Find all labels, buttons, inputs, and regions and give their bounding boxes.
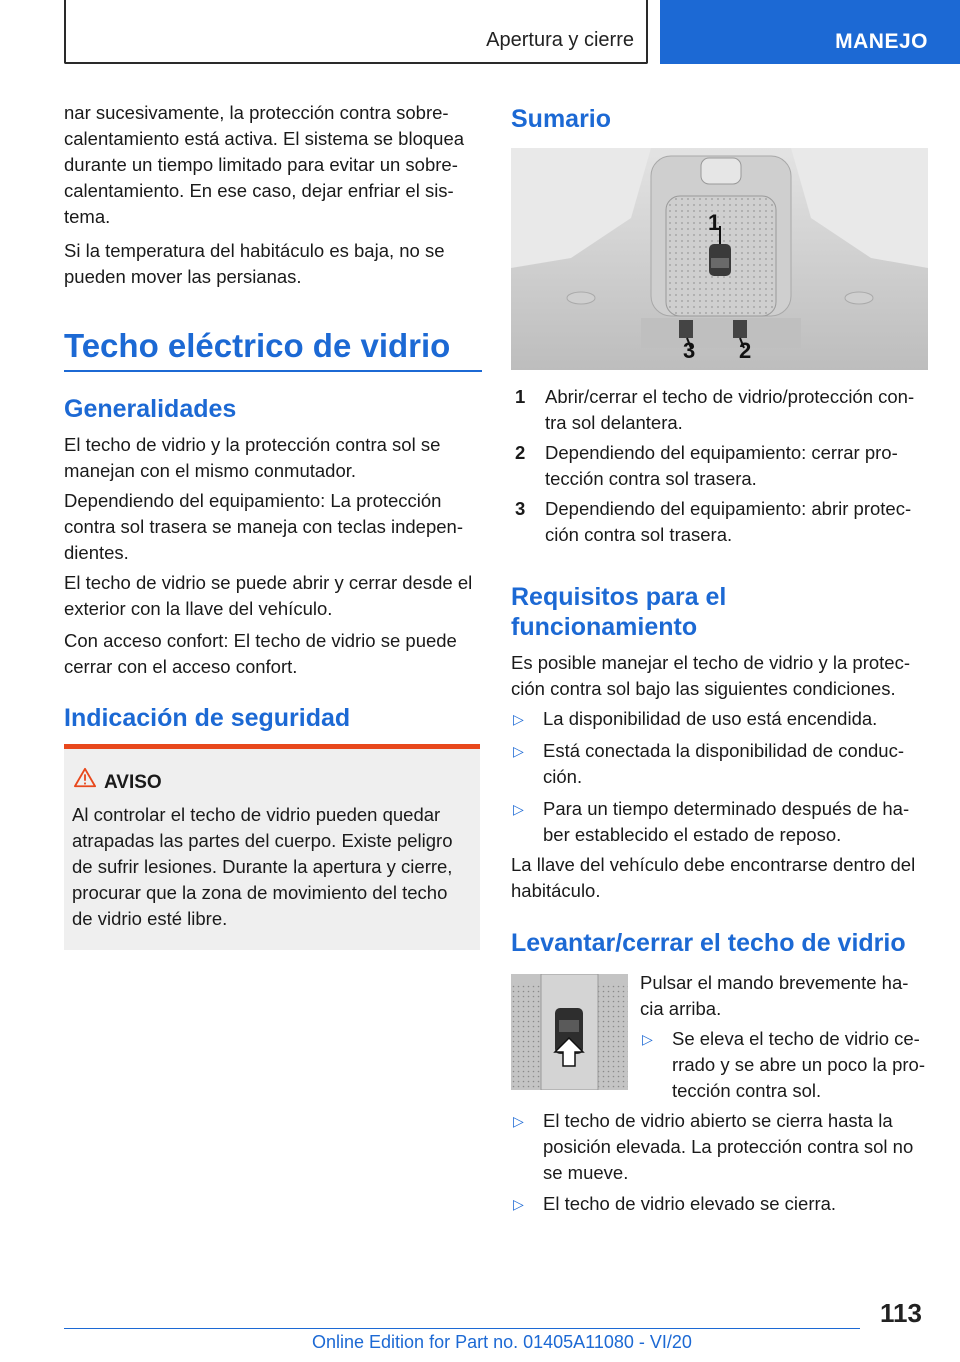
- list-item: [511, 496, 929, 548]
- item-text: Abrir/cerrar el techo de vidrio/protección con-tra sol delantera.: [545, 386, 915, 433]
- list-item: [511, 796, 929, 848]
- page-number: 113: [880, 1298, 922, 1328]
- item-number: 2: [515, 442, 526, 463]
- section-title: Techo eléctrico de vidrio: [64, 327, 451, 364]
- warning-box: [64, 744, 480, 950]
- heading-safety: Indicación de seguridad: [64, 704, 351, 732]
- list-item: [640, 1026, 930, 1104]
- section-title-rule: [64, 370, 482, 372]
- footer-rule: [64, 1328, 860, 1329]
- heading-generalidades: Generalidades: [64, 395, 237, 423]
- requirements-intro: Es posible manejar el techo de vidrio y la protec-ción contra sol bajo las siguientes condiciones.: [511, 652, 910, 699]
- bullet-text: La disponibilidad de uso está encendida.: [543, 708, 878, 729]
- list-item: [511, 384, 929, 436]
- triangle-bullet-icon: ▷: [513, 801, 524, 817]
- triangle-bullet-icon: ▷: [513, 1196, 524, 1212]
- triangle-bullet-icon: ▷: [513, 1113, 524, 1129]
- footer-edition: Online Edition for Part no. 01405A11080 - VI/20: [312, 1332, 692, 1352]
- triangle-bullet-icon: ▷: [513, 743, 524, 759]
- bullet-text: Está conectada la disponibilidad de conduc-ción.: [543, 740, 904, 787]
- list-item: [511, 1108, 929, 1186]
- intro-paragraph-1: nar sucesivamente, la protección contra sobre-calentamiento está activa. El sistema se bloquea durante un tiempo limitado para evitar un sobre-calentamiento. En ese caso, dejar enfriar el sis-tema.: [64, 102, 465, 227]
- roof-switch-illustration: [511, 974, 628, 1090]
- list-item: [511, 738, 929, 790]
- bullet-text: El techo de vidrio abierto se cierra hasta la posición elevada. La protección contra sol no se mueve.: [543, 1110, 914, 1183]
- image-label-2: 2: [739, 338, 752, 363]
- heading-requisitos: Requisitos para el funcionamiento: [511, 583, 727, 641]
- overhead-console-image: [511, 148, 928, 370]
- intro-paragraph-2: Si la temperatura del habitáculo es baja, no se pueden mover las persianas.: [64, 240, 445, 287]
- image-label-1: 1: [708, 210, 721, 235]
- image-label-3: 3: [683, 338, 696, 363]
- triangle-bullet-icon: ▷: [642, 1031, 653, 1047]
- header-section-title: Apertura y cierre: [486, 29, 634, 51]
- list-item: [511, 1191, 929, 1217]
- warning-triangle-icon: [74, 767, 96, 789]
- item-number: 1: [515, 386, 526, 407]
- list-item: [511, 440, 929, 492]
- list-item: [511, 706, 929, 732]
- triangle-bullet-icon: ▷: [513, 711, 524, 727]
- warning-title: AVISO: [104, 772, 162, 793]
- warning-bar: [64, 744, 480, 749]
- item-text: Dependiendo del equipamiento: abrir protec-ción contra sol trasera.: [545, 498, 912, 545]
- general-paragraph-4: Con acceso confort: El techo de vidrio se puede cerrar con el acceso confort.: [64, 630, 457, 677]
- bullet-text: Se eleva el techo de vidrio ce-rrado y se abre un poco la pro-tección contra sol.: [672, 1028, 925, 1101]
- roof-switch-image: [511, 974, 628, 1090]
- bullet-text: El techo de vidrio elevado se cierra.: [543, 1193, 837, 1214]
- header-chapter-tab: [660, 0, 960, 64]
- bullet-text: Para un tiempo determinado después de ha-ber establecido el estado de reposo.: [543, 798, 910, 845]
- requirements-outro: La llave del vehículo debe encontrarse dentro del habitáculo.: [511, 854, 916, 901]
- general-paragraph-3: El techo de vidrio se puede abrir y cerrar desde el exterior con la llave del vehículo.: [64, 572, 473, 619]
- general-paragraph-1: El techo de vidrio y la protección contra sol se manejan con el mismo conmutador.: [64, 434, 441, 481]
- item-text: Dependiendo del equipamiento: cerrar pro-tección contra sol trasera.: [545, 442, 898, 489]
- item-number: 3: [515, 498, 526, 519]
- heading-levantar: Levantar/cerrar el techo de vidrio: [511, 929, 906, 957]
- warning-text: Al controlar el techo de vidrio pueden quedar atrapadas las partes del cuerpo. Existe peligro de sufrir lesiones. Durante la apertura y cierre, procurar que la zona de movimiento del techo de vidrio esté libre.: [72, 804, 453, 929]
- header-section-box: [64, 0, 648, 64]
- header-chapter-title: MANEJO: [835, 30, 928, 53]
- overhead-console-illustration: [511, 148, 928, 370]
- raise-text: Pulsar el mando brevemente ha-cia arriba.: [640, 972, 909, 1019]
- general-paragraph-2: Dependiendo del equipamiento: La protección contra sol trasera se maneja con teclas indepen-dientes.: [64, 490, 463, 563]
- heading-sumario: Sumario: [511, 105, 612, 133]
